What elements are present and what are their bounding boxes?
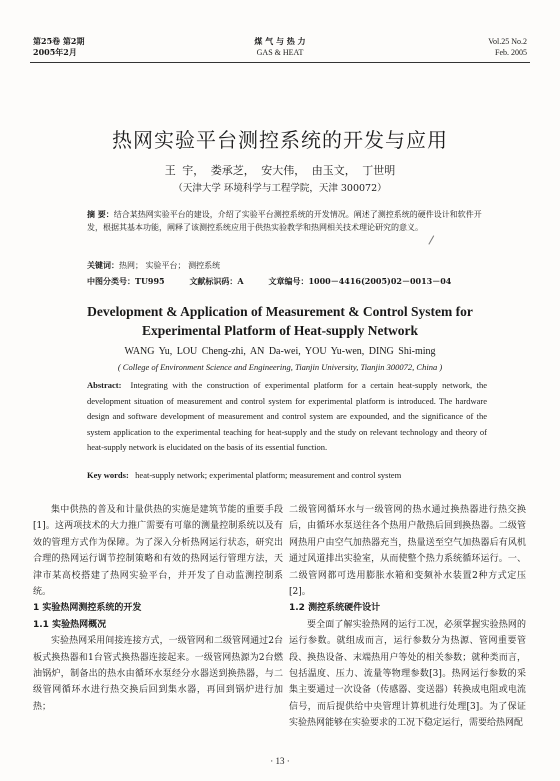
volume-issue-cn: 第25卷 第2期: [33, 36, 85, 46]
keywords-en-label: Key words:: [87, 470, 129, 480]
article-number: 文章编号：1000－4416(2005)02－0013－04: [268, 276, 452, 286]
authors-cn: 王 宇， 娄承芝， 安大伟， 由玉文， 丁世明: [164, 164, 396, 177]
title-en-line2: Experimental Platform of Heat-supply Network: [142, 323, 418, 338]
body-column-left: [33, 502, 283, 715]
volume-issue-en: Vol.25 No.2: [488, 37, 527, 46]
abstract-en: [87, 378, 487, 456]
journal-volume-en: [488, 36, 527, 58]
section-1-1-continued: 二级管网循环水与一级管网的热水通过换热器进行热交换后，由循环水泵送往各个热用户散热后回到换热器。二级管网热用户由空气加热器充当，热量送至空气加热器后有风机通过风道排出实验室，从而使整个热力系统循环运行。一、二级管网都可选用膨胀水箱和变频补水装置2种方式定压[2]。: [289, 505, 526, 598]
abstract-cn-label: 摘 要：: [87, 209, 114, 219]
header-divider: [30, 62, 530, 63]
journal-name-en: GAS & HEAT: [256, 48, 304, 57]
section-1-1-paragraph: 实验热网采用间接连接方式，一级管网和二级管网通过2台板式换热器和1台管式换热器连接起来。一级管网热源为2台燃油锅炉，制备出的热水由循环水泵经分水器送到换热器，与二级管网循环水进行热交换后回到集水器，再回到锅炉进行加热；: [33, 636, 283, 712]
journal-name-cn: 煤 气 与 热 力: [254, 36, 306, 46]
title-en-line1: Development & Application of Measurement & Control System for: [87, 304, 473, 319]
keywords-en: [87, 470, 507, 480]
date-cn: 2005年2月: [33, 47, 77, 57]
section-heading-1: 1 实验热网测控系统的开发: [33, 603, 142, 614]
keywords-en-text: heat-supply network; experimental platform; measurement and control system: [135, 470, 402, 480]
section-heading-1-1: 1.1 实验热网概况: [33, 619, 107, 630]
date-en: Feb. 2005: [495, 48, 527, 57]
keywords-cn-text: 热网； 实验平台； 测控系统: [119, 261, 221, 270]
abstract-en-label: Abstract:: [87, 380, 122, 390]
intro-paragraph: 集中供热的普及和计量供热的实施是建筑节能的重要手段[1]。这两项技术的大力推广需要有可靠的测量控制系统以及有效的管理方式作为保障。为了深入分析热网运行状态，研究出合理的热网运行调节控制策略和有效的热网运行管理方法，天津市某高校搭建了热网实验平台，并开发了自动监测控制系统。: [33, 505, 283, 598]
abstract-en-text: Integrating with the construction of experimental platform for a certain heat-supply network, the development situation of measurement and control system for experimental platform is introduced. The hardware design and software development of measurement and control system are expounded, and the significance of the system application to the experimental teaching for heat-supply and the study on relevant technology and theory of heat-supply network is elucidated on the basis of its essential function.: [87, 380, 487, 452]
authors-en: WANG Yu, LOU Cheng-zhi, AN Da-wei, YOU Yu-wen, DING Shi-ming: [124, 346, 436, 357]
body-column-right: [289, 502, 526, 732]
section-1-2-paragraph: 要全面了解实验热网的运行工况，必须掌握实验热网的运行参数。就组成而言，运行参数分为热源、管网重要管段、换热设备、末端热用户等处的相关参数；就种类而言，包括温度、压力、流量等物理参数[3]。热网运行参数的采集主要通过一次设备（传感器、变送器）转换成电阻或电流信号，而后提供给中央管理计算机进行处理[3]。为了保证实验热网能够在实验要求的工况下稳定运行，需要给热网配: [289, 619, 526, 729]
keywords-cn-label: 关键词：: [87, 260, 119, 270]
section-heading-1-2: 1.2 测控系统硬件设计: [289, 603, 381, 614]
affiliation-cn: （天津大学 环境科学与工程学院，天津 300072）: [173, 183, 387, 194]
classification-line: [87, 276, 507, 287]
abstract-cn-text: 结合某热网实验平台的建设，介绍了实验平台测控系统的开发情况。阐述了测控系统的硬件设计和软件开发，根据其基本功能，阐释了该测控系统应用于供热实验教学和热网相关技术理论研究的意义。: [87, 210, 482, 232]
page-number: · 13 ·: [270, 756, 290, 766]
paper-title-en: [0, 302, 560, 340]
clc-number: 中图分类号：TU995: [87, 276, 165, 286]
affiliation-en: ( College of Environment Science and Engineering, Tianjin University, Tianjin 300072, China ): [117, 362, 443, 372]
document-code: 文献标识码：A: [189, 276, 244, 286]
abstract-cn: [87, 208, 487, 234]
journal-name: [0, 36, 560, 58]
keywords-cn: [87, 260, 220, 271]
paper-title-cn: 热网实验平台测控系统的开发与应用: [112, 128, 448, 152]
pen-mark: [428, 235, 444, 250]
